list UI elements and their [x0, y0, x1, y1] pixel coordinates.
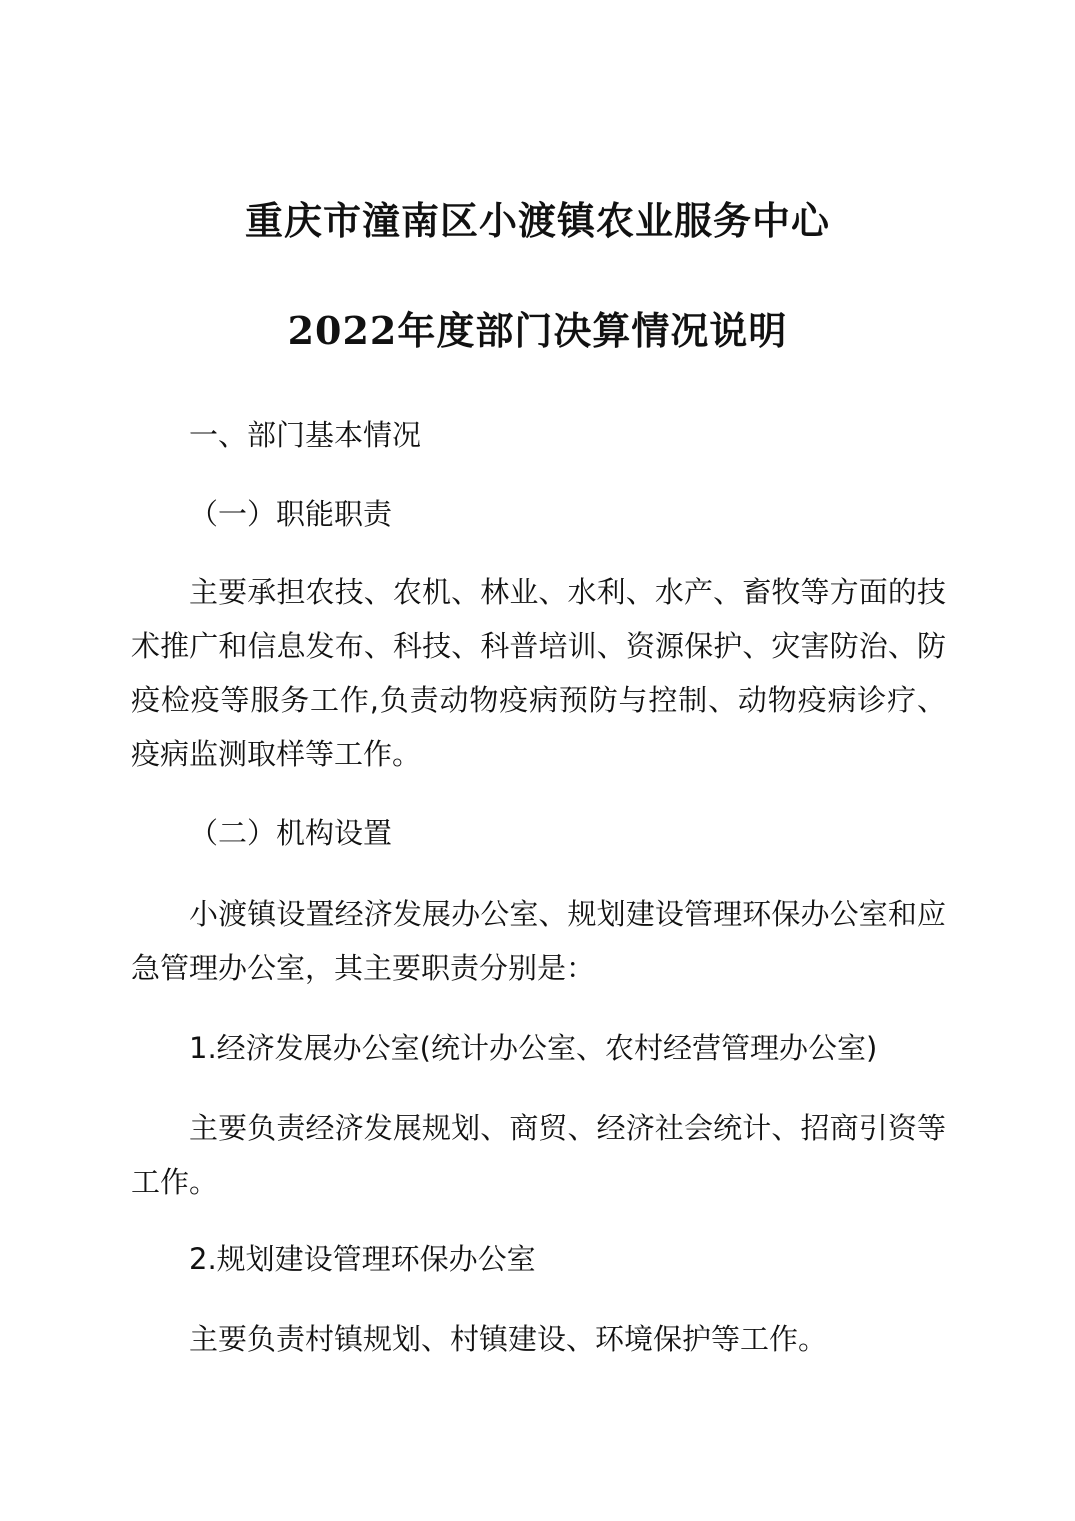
paragraph-organization: 小渡镇设置经济发展办公室、规划建设管理环保办公室和应急管理办公室，其主要职责分别是： — [131, 897, 946, 985]
subsection-heading-organization: （二）机构设置 — [189, 816, 393, 850]
document-title-line2: 2022年度部门决算情况说明 — [287, 308, 788, 353]
document-title-line1: 重庆市潼南区小渡镇农业服务中心 — [244, 198, 830, 243]
paragraph-economic-office: 主要负责经济发展规划、商贸、经济社会统计、招商引资等工作。 — [131, 1111, 946, 1199]
section-heading-basic-info: 一、部门基本情况 — [189, 418, 422, 452]
subsection-heading-functions: （一）职能职责 — [189, 497, 393, 531]
paragraph-functions: 主要承担农技、农机、林业、水利、水产、畜牧等方面的技术推广和信息发布、科技、科普培训、资源保护、灾害防治、防疫检疫等服务工作,负责动物疫病预防与控制、动物疫病诊疗、疫病监测取样等工作。 — [131, 575, 946, 771]
item-heading-economic-office: 1.经济发展办公室(统计办公室、农村经营管理办公室) — [189, 1031, 878, 1065]
item-heading-planning-office: 2.规划建设管理环保办公室 — [189, 1242, 536, 1276]
paragraph-planning-office: 主要负责村镇规划、村镇建设、环境保护等工作。 — [189, 1322, 828, 1356]
